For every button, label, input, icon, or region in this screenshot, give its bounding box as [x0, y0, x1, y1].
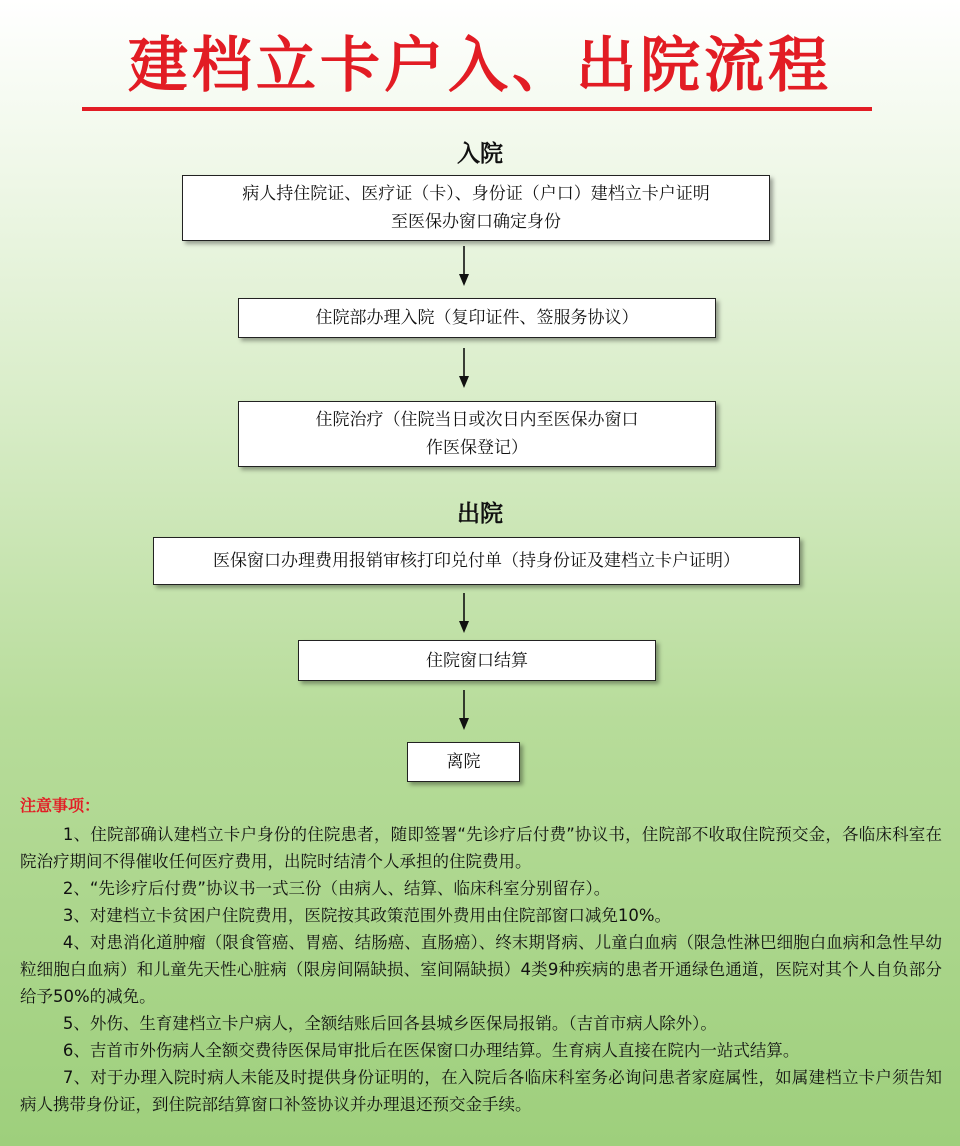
note-item: 3、对建档立卡贫困户住院费用，医院按其政策范围外费用由住院部窗口减免10%。: [62, 906, 672, 925]
discharge-step-2-text: 住院窗口结算: [426, 650, 528, 671]
discharge-step-2: [298, 640, 656, 681]
notes-title: 注意事项：: [20, 796, 101, 815]
notes-section: [20, 795, 942, 1118]
arrow-down-icon: [456, 690, 472, 730]
admission-step-1: [182, 175, 770, 241]
arrow-down-icon: [456, 348, 472, 388]
admission-heading: 入院: [457, 141, 503, 167]
note-item: 6、吉首市外伤病人全额交费待医保局审批后在医保窗口办理结算。生育病人直接在院内一站式结算。: [62, 1041, 800, 1060]
note-item: 2、“先诊疗后付费”协议书一式三份（由病人、结算、临床科室分别留存）。: [62, 879, 611, 898]
discharge-step-1: [153, 537, 800, 585]
admission-step-3: [238, 401, 716, 467]
note-item: 5、外伤、生育建档立卡户病人，全额结账后回各县城乡医保局报销。（吉首市病人除外）。: [62, 1014, 717, 1033]
note-item: 1、住院部确认建档立卡户身份的住院患者，随即签署“先诊疗后付费”协议书，住院部不收取住院预交金，各临床科室在院治疗期间不得催收任何医疗费用，出院时结清个人承担的住院费用。: [20, 825, 942, 871]
arrow-down-icon: [456, 593, 472, 633]
note-item: 7、对于办理入院时病人未能及时提供身份证明的，在入院后各临床科室务必询问患者家庭属性，如属建档立卡户须告知病人携带身份证，到住院部结算窗口补签协议并办理退还预交金手续。: [20, 1068, 942, 1114]
discharge-step-1-text: 医保窗口办理费用报销审核打印兑付单（持身份证及建档立卡户证明）: [213, 551, 740, 571]
admission-step-2-text: 住院部办理入院（复印证件、签服务协议）: [315, 308, 639, 328]
discharge-heading: 出院: [457, 501, 503, 527]
note-item: 4、对患消化道肿瘤（限食管癌、胃癌、结肠癌、直肠癌）、终末期肾病、儿童白血病（限急性淋巴细胞白血病和急性早幼粒细胞白血病）和儿童先天性心脏病（限房间隔缺损、室间隔缺损）4类9种疾病的患者开通绿色通道，医院对其个人自负部分给予50%的减免。: [20, 933, 942, 1006]
arrow-down-icon: [456, 246, 472, 286]
admission-step-2: [238, 298, 716, 338]
admission-step-3-text: 住院治疗（住院当日或次日内至医保办窗口 作医保登记）: [315, 410, 639, 458]
page-title: 建档立卡户入、出院流程: [128, 31, 832, 101]
discharge-step-3: [407, 742, 520, 782]
title-underline: [82, 107, 872, 111]
admission-step-1-text: 病人持住院证、医疗证（卡）、身份证（户口）建档立卡户证明 至医保办窗口确定身份: [242, 184, 710, 232]
discharge-step-3-text: 离院: [446, 752, 481, 772]
